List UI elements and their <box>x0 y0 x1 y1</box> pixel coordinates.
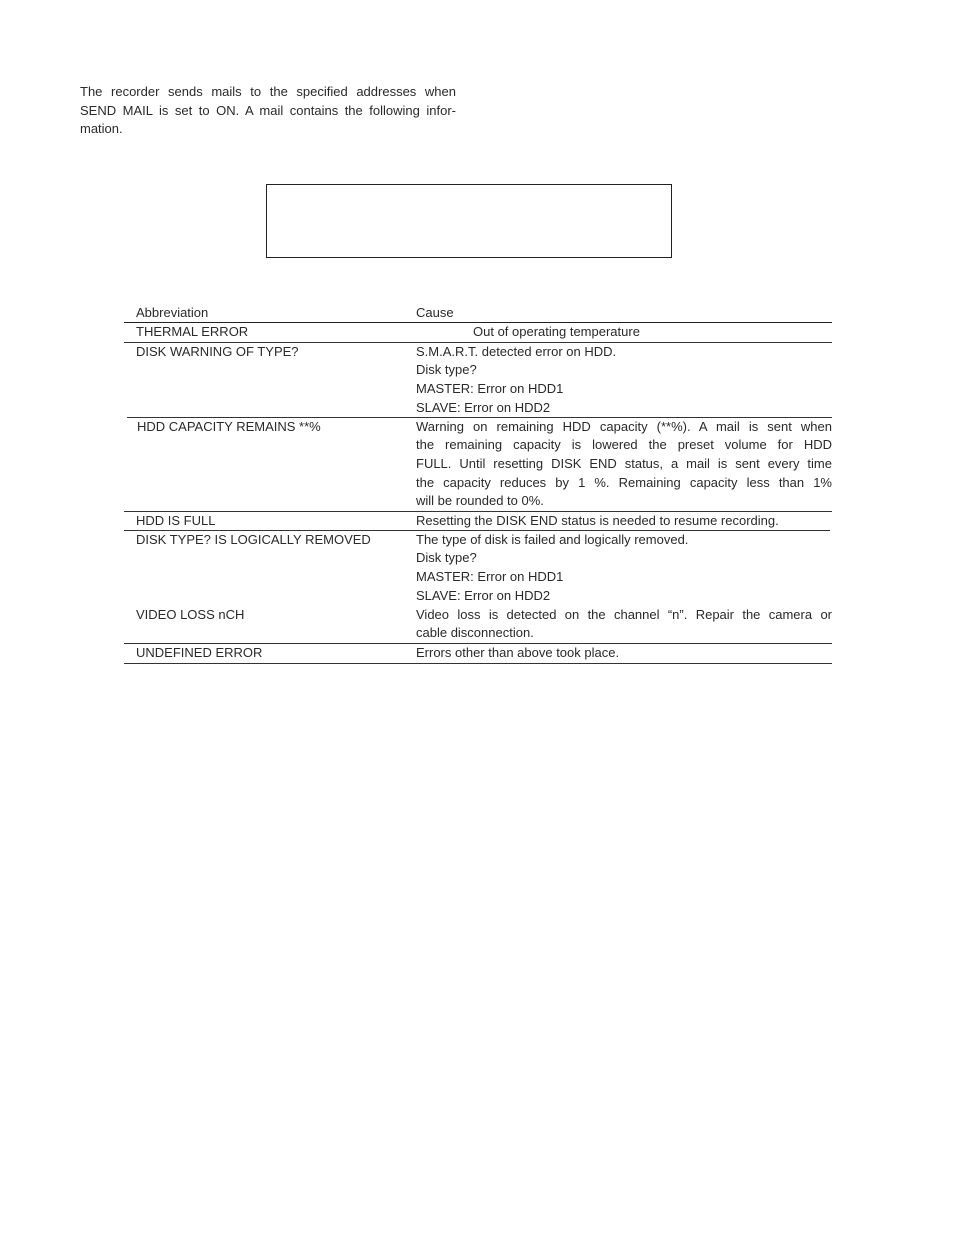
cause-cell <box>416 323 889 342</box>
table-header <box>124 304 832 323</box>
cause-line: will be rounded to 0%. <box>416 493 544 509</box>
cause-cell <box>416 343 832 418</box>
intro-paragraph <box>80 83 456 139</box>
cause-line: the remaining capacity is lowered the preset volume for HDD <box>416 437 832 453</box>
table-row <box>124 512 832 531</box>
abbreviation-cell: DISK WARNING OF TYPE? <box>136 343 299 359</box>
abbreviation-cell: THERMAL ERROR <box>136 324 249 339</box>
header-cause: Cause <box>416 305 454 320</box>
cause-line: SLAVE: Error on HDD2 <box>416 399 551 415</box>
cause-cell <box>416 644 832 663</box>
cause-line: Warning on remaining HDD capacity (**%). A mail is sent when <box>416 418 832 434</box>
intro-line: mation. <box>80 121 123 136</box>
cause-line: cable disconnection. <box>416 625 534 641</box>
cause-cell <box>416 512 832 531</box>
table-row <box>124 323 832 343</box>
intro-line: The recorder sends mails to the specified addresses when <box>80 84 456 99</box>
intro-line: SEND MAIL is set to ON. A mail contains the following infor- <box>80 102 456 118</box>
abbreviation-cell: HDD IS FULL <box>136 513 216 529</box>
cause-cell <box>416 606 832 643</box>
cause-line: S.M.A.R.T. detected error on HDD. <box>416 343 617 359</box>
cause-line: the capacity reduces by 1 %. Remaining capacity less than 1% <box>416 474 832 490</box>
cause-line: Out of operating temperature <box>473 324 640 339</box>
cause-line: MASTER: Error on HDD1 <box>416 569 564 585</box>
header-abbreviation: Abbreviation <box>136 305 209 320</box>
table-row <box>124 531 832 606</box>
error-table <box>124 304 832 664</box>
cause-line: Disk type? <box>416 550 477 566</box>
cause-line: The type of disk is failed and logically removed. <box>416 531 689 547</box>
cause-line: Video loss is detected on the channel “n”. Repair the camera or <box>416 606 832 622</box>
mail-content-box <box>266 184 672 258</box>
cause-line: FULL. Until resetting DISK END status, a mail is sent every time <box>416 455 832 471</box>
cause-cell <box>416 531 832 606</box>
table-row <box>124 606 832 644</box>
abbreviation-cell: VIDEO LOSS nCH <box>136 606 245 622</box>
table-row <box>124 418 832 513</box>
cause-line: Errors other than above took place. <box>416 644 620 660</box>
cause-line: Disk type? <box>416 362 477 378</box>
abbreviation-cell: HDD CAPACITY REMAINS **% <box>137 418 321 434</box>
cause-cell <box>416 418 832 512</box>
table-row <box>124 343 832 418</box>
table-row <box>124 644 832 664</box>
cause-line: Resetting the DISK END status is needed to resume recording. <box>416 513 779 529</box>
abbreviation-cell: UNDEFINED ERROR <box>136 644 263 660</box>
abbreviation-cell: DISK TYPE? IS LOGICALLY REMOVED <box>136 531 371 547</box>
cause-line: MASTER: Error on HDD1 <box>416 381 564 397</box>
cause-line: SLAVE: Error on HDD2 <box>416 587 551 603</box>
